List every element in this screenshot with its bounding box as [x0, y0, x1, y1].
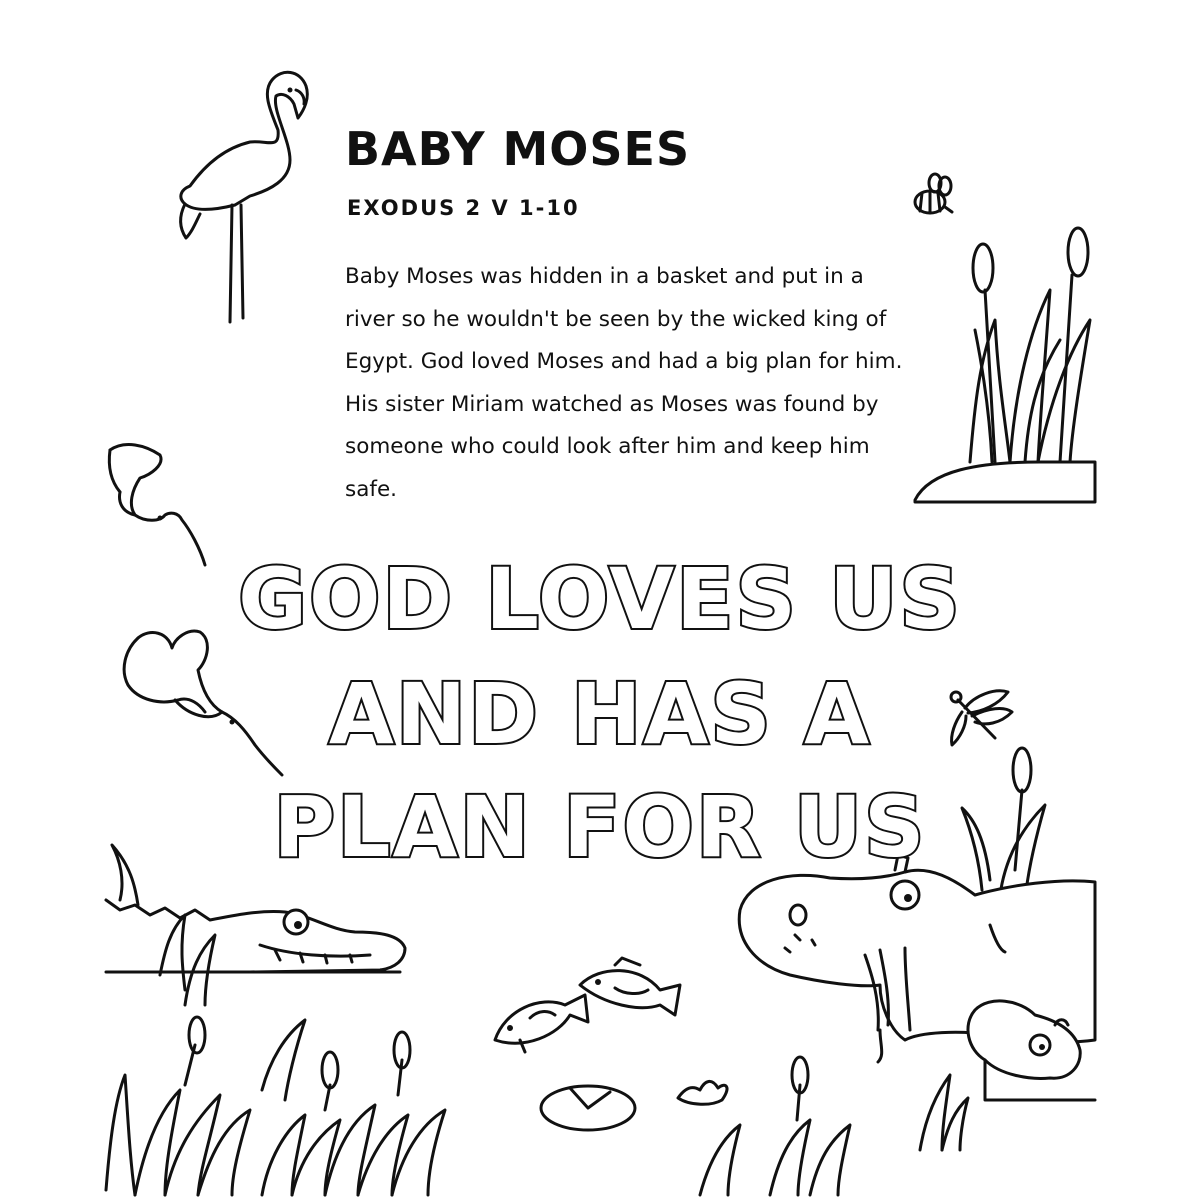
reeds-bottom-illustration	[106, 1017, 968, 1195]
headline-line-3: PLAN FOR US	[273, 778, 927, 876]
lotus-flower-illustration	[678, 1081, 727, 1104]
flamingo-illustration	[181, 72, 308, 322]
cattails-top-right-illustration	[915, 228, 1095, 502]
fish-right-illustration	[580, 958, 680, 1015]
lily-pad-illustration	[541, 1086, 635, 1130]
fish-left-illustration	[495, 995, 588, 1052]
ibis-top-left-illustration	[109, 445, 205, 565]
bee-illustration	[915, 174, 952, 213]
scripture-reference: EXODUS 2 V 1-10	[347, 196, 580, 220]
page-title: BABY MOSES	[345, 122, 691, 176]
story-paragraph: Baby Moses was hidden in a basket and put in a river so he wouldn't be seen by the wicked king of Egypt. God loved Moses and had a big plan for him. His sister Miriam watched as Moses was found by someone who could look after him and keep him safe.	[345, 264, 903, 502]
headline-line-1: GOD LOVES US	[238, 550, 962, 648]
headline-line-2: AND HAS A	[328, 665, 872, 763]
